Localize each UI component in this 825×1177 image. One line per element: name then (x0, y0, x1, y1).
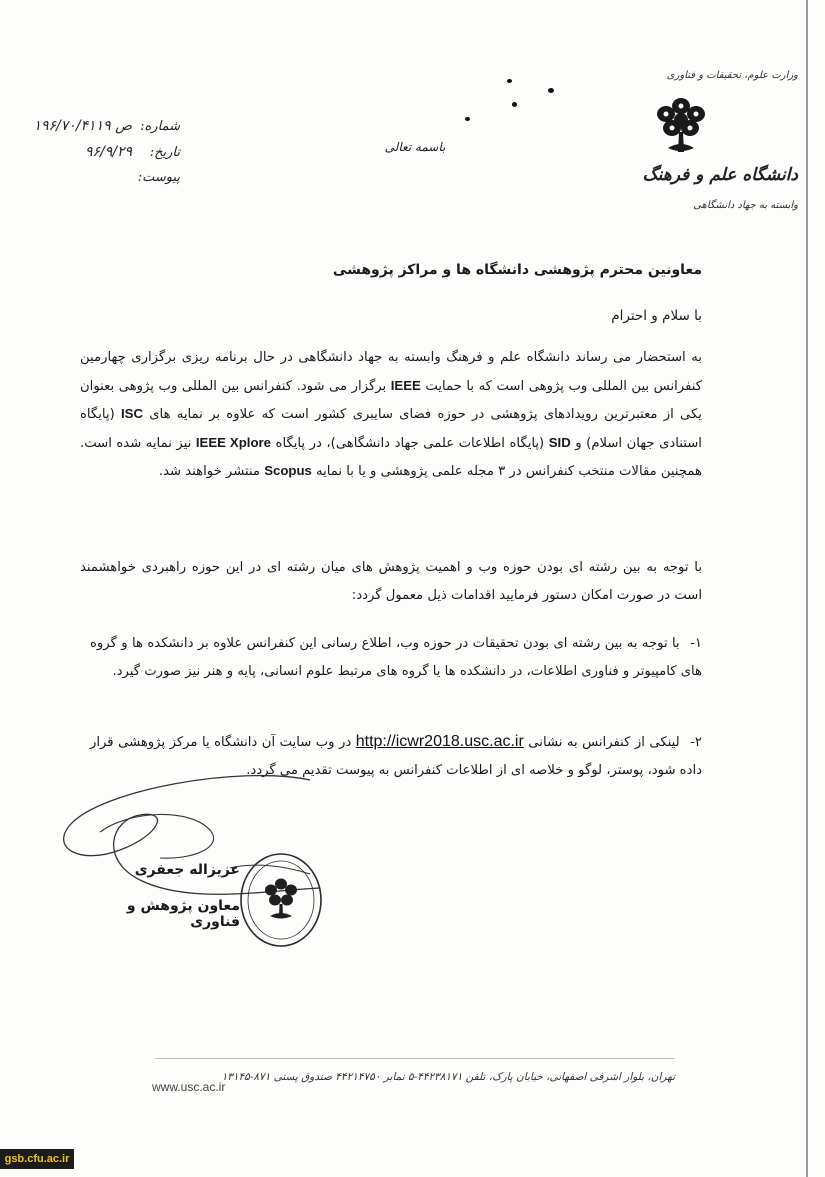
paragraph-request: با توجه به بین رشته ای بودن حوزه وب و اهمیت پژوهش های میان رشته ای در این حوزه راهبردی خواهشمند است در صورت امکان دستور فرمایید اقدامات ذیل معمول گردد: (80, 560, 702, 603)
ministry-text: وزارت علوم، تحقیقات و فناوری (666, 70, 798, 81)
attachment-label: پیوست: (137, 170, 180, 185)
conference-url-link[interactable]: http://icwr2018.usc.ac.ir (355, 733, 524, 750)
para1-part-b: برگزار می شود. کنفرانس بین المللی وب پژوهی بعنوان یکی از معتبرترین رویدادهای پژوهشی در حوزه فضای سایبری کشور است که علاوه بر نمایه های (80, 378, 702, 422)
greeting-line: با سلام و احترام (611, 308, 702, 324)
official-stamp (236, 850, 326, 950)
list-item-number: ۱- (690, 636, 702, 651)
scopus-text: Scopus (264, 463, 312, 478)
ieee-text: IEEE (390, 377, 421, 393)
isc-text: ISC (120, 406, 143, 421)
basmala: باسمه تعالی (384, 140, 446, 154)
footer-address: تهران، بلوار اشرفی اصفهانی، خیابان پارک، تلفن ۴۴۲۳۸۱۷۱-۵ نمابر ۴۴۲۱۴۷۵۰ صندوق پستی ۸۷۱-۱۳۱۴۵ (221, 1071, 675, 1083)
list-item-number: ۲- (690, 735, 703, 750)
date-label: تاریخ: (149, 145, 180, 160)
university-name: دانشگاه علم و فرهنگ (642, 165, 798, 185)
footer-website: www.usc.ac.ir (152, 1080, 226, 1094)
list-item-text-b: در وب سایت آن دانشگاه یا مرکز پژوهشی قرار داده شود، پوستر، لوگو و خلاصه ای از اطلاعات کنفرانس به پیوست تقدیم می گردد. (90, 735, 702, 778)
university-logo-block (628, 70, 798, 230)
para1-part-d: (پایگاه اطلاعات علمی جهاد دانشگاهی)، در پایگاه (275, 435, 545, 451)
university-affiliation: وابسته به جهاد دانشگاهی (693, 200, 798, 211)
number-label: شماره: (140, 119, 180, 134)
paragraph-intro (80, 344, 702, 486)
para1-part-c: (پایگاه استنادی جهان اسلام) و (80, 407, 702, 451)
footer-divider (155, 1058, 675, 1059)
para1-part-f: منتشر خواهند شد. (158, 464, 260, 479)
signer-name: عزیزاله جعفری (134, 862, 240, 878)
sid-text: SID (548, 434, 571, 450)
scan-edge-line (806, 0, 808, 1177)
watermark-badge: gsb.cfu.ac.ir (0, 1149, 74, 1169)
list-item-text-a: لینکی از کنفرانس به نشانی (528, 735, 680, 750)
letter-attachment-row (10, 170, 180, 196)
letter-date-row (10, 144, 180, 170)
list-item-text: با توجه به بین رشته ای بودن تحقیقات در حوزه وب، اطلاع رسانی این کنفرانس علاوه بر دانشکده ها و گروه های کامپیوتر و فناوری اطلاعات، در دانشکده ها یا گروه های مرتبط علوم انسانی، پایه و هنر نیز صورت گیرد. (90, 636, 702, 679)
number-value: ۱۹۶/۷۰/۴۱۱۹ ص (33, 118, 132, 134)
para1-part-e: نیز نمایه شده است. همچنین مقالات منتخب کنفرانس در ۳ مجله علمی پژوهشی و یا با نمایه (80, 435, 702, 479)
letter-number-row (10, 118, 180, 144)
para1-part-a: به استحضار می رساند دانشگاه علم و فرهنگ وابسته به جهاد دانشگاهی در حال برنامه ریزی برگزاری چهارمین کنفرانس بین المللی وب پژوهی است که با حمایت (80, 350, 703, 394)
university-emblem-icon (646, 92, 716, 162)
date-value: ۹۶/۹/۲۹ (84, 144, 132, 160)
ieee-xplore-text: IEEE Xplore (195, 434, 271, 450)
signer-title: معاون پژوهش و فناوری (126, 898, 240, 930)
letter-meta (10, 118, 180, 196)
recipient-line: معاونین محترم پژوهشی دانشگاه ها و مراکز پژوهشی (332, 262, 702, 278)
list-item (90, 630, 702, 686)
